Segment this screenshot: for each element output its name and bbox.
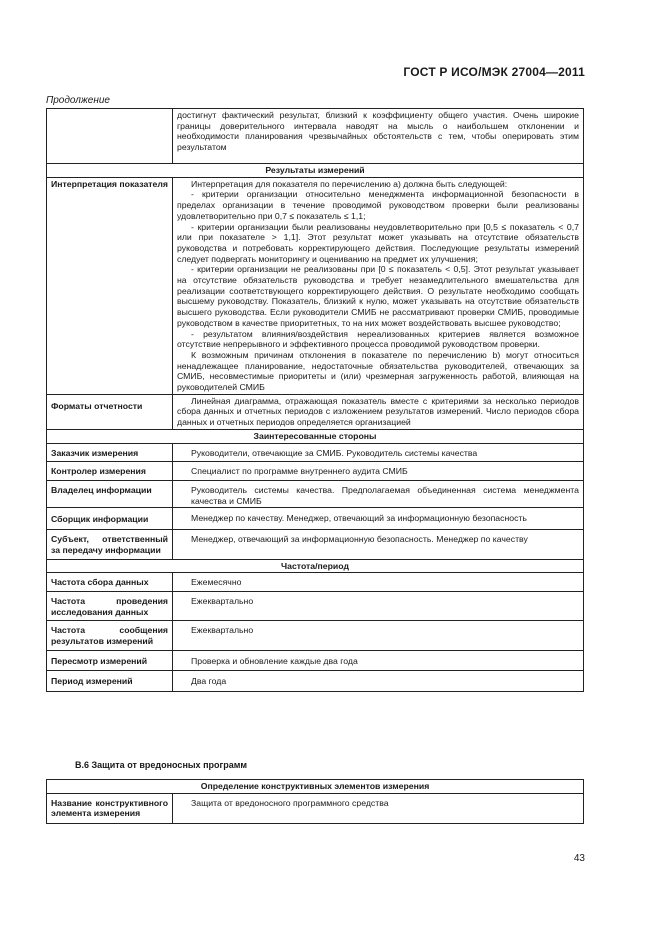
frequency-value: Ежемесячно [173, 573, 584, 592]
page-number: 43 [573, 853, 585, 864]
stakeholder-value: Специалист по программе внутреннего аудита СМИБ [173, 462, 584, 481]
construct-label: Название конструктивного элемента измерения [47, 793, 173, 823]
frequency-value: Проверка и обновление каждые два года [173, 650, 584, 671]
frequency-value: Ежеквартально [173, 591, 584, 620]
table-row [47, 177, 584, 394]
frequency-label: Частота проведения исследования данных [47, 591, 173, 620]
stakeholder-label: Сборщик информации [47, 508, 173, 530]
section-header-results: Результаты измерений [47, 164, 584, 178]
table-row [47, 559, 584, 573]
stakeholder-label: Владелец информации [47, 480, 173, 507]
table-row [47, 480, 584, 507]
frequency-label: Частота сбора данных [47, 573, 173, 592]
section-title-b6: В.6 Защита от вредоносных программ [75, 760, 248, 770]
table-row [47, 462, 584, 481]
table-row [47, 650, 584, 671]
table-row [47, 109, 584, 164]
table-row [47, 671, 584, 692]
table-row [47, 621, 584, 650]
stakeholder-value: Руководители, отвечающие за СМИБ. Руководитель системы качества [173, 443, 584, 462]
frequency-value: Два года [173, 671, 584, 692]
frequency-value: Ежеквартально [173, 621, 584, 650]
continued-text: достигнут фактический результат, близкий к коэффициенту общего участия. Очень широкие границы доверительного интервала наводят на мысль о наибольшем отклонении и необходимости планирования чрезвычайных обстоятельств с тем, чтобы оперировать этим результатом [173, 109, 584, 164]
frequency-label: Частота сообщения результатов измерений [47, 621, 173, 650]
frequency-label: Пересмотр измерений [47, 650, 173, 671]
formats-text: Линейная диаграмма, отражающая показатель вместе с критериями за несколько периодов сбора данных и отчетных периодов с изложением результатов измерений. Число периодов сбора данных и отчетных периодов определяется организацией [177, 395, 579, 428]
stakeholder-value: Руководитель системы качества. Предполагаемая объединенная система менеджмента качества и СМИБ [173, 480, 584, 507]
interpretation-paragraph: - результатом влияния/воздействия нереализованных критериев является возможное отсутствие непрерывного и эффективного процесса проводимой руководством проверки. [177, 328, 579, 350]
stakeholder-value: Менеджер по качеству. Менеджер, отвечающий за информационную безопасность [173, 508, 584, 530]
stakeholder-label: Субъект, ответственный за передачу информации [47, 530, 173, 559]
continuation-label: Продолжение [46, 95, 110, 106]
document-header: ГОСТ Р ИСО/МЭК 27004—2011 [403, 65, 585, 79]
interpretation-paragraph: К возможным причинам отклонения в показателе по перечислению b) могут относиться ненадлежащее планирование, недостаточные обязательства руководителей, отвечающих за СМИБ, несовместимые приоритеты и (или) чрезмерная загруженность работой, влияющая на руководителей СМИБ [177, 349, 579, 393]
interpretation-paragraph: - критерии организации были реализованы неудовлетворительно при [0,5 ≤ показатель < 0,7 или при показателе > 1,1]. Этот результат может указывать на отсутствие обязательств руководства и потребовать корректирующего действия. Последующие результаты измерений следует подвергать мониторингу и оцениванию на предмет их улучшения; [177, 221, 579, 264]
stakeholder-value: Менеджер, отвечающий за информационную безопасность. Менеджер по качеству [173, 530, 584, 559]
table-row [47, 793, 584, 823]
interpretation-label: Интерпретация показателя [47, 177, 173, 394]
table-row [47, 508, 584, 530]
interpretation-value [173, 177, 584, 394]
interpretation-paragraph: - критерии организации относительно менеджмента информационной безопасности в пределах организации в течение проводимой руководством проверки были реализованы удовлетворительно при 0,7 ≤ показатель ≤ 1,1; [177, 189, 579, 221]
table-row [47, 591, 584, 620]
construct-table [46, 779, 584, 824]
table-row [47, 573, 584, 592]
stakeholder-label: Контролер измерения [47, 462, 173, 481]
interpretation-paragraph: Интерпретация для показателя по перечислению а) должна быть следующей: [191, 178, 508, 189]
formats-label: Форматы отчетности [47, 394, 173, 429]
table-row [47, 530, 584, 559]
stakeholder-label: Заказчик измерения [47, 443, 173, 462]
table-row [47, 429, 584, 443]
interpretation-paragraph: - критерии организации не реализованы при [0 ≤ показатель < 0,5]. Этот результат указывает на отсутствие обязательств руководства и требует незамедлительного вмешательства для реализации соответствующего корректирующего действия. О результате необходимо сообщать высшему руководству. Показатель, близкий к нулю, может указывать на отсутствие обязательств высшего руководства. Если руководители СМИБ не рассматривают проверки СМИБ, проводимые руководством в качестве приоритетных, то на них может воздействовать высшее руководство; [177, 264, 579, 328]
construct-value: Защита от вредоносного программного средства [173, 793, 584, 823]
table-row [47, 164, 584, 178]
frequency-label: Период измерений [47, 671, 173, 692]
section-header-stakeholders: Заинтересованные стороны [47, 429, 584, 443]
section-header-frequency: Частота/период [47, 559, 584, 573]
table-row [47, 394, 584, 429]
table-row [47, 443, 584, 462]
measurement-table [46, 108, 584, 692]
section-header-construct: Определение конструктивных элементов измерения [47, 780, 584, 794]
table-row [47, 780, 584, 794]
formats-value [173, 394, 584, 429]
